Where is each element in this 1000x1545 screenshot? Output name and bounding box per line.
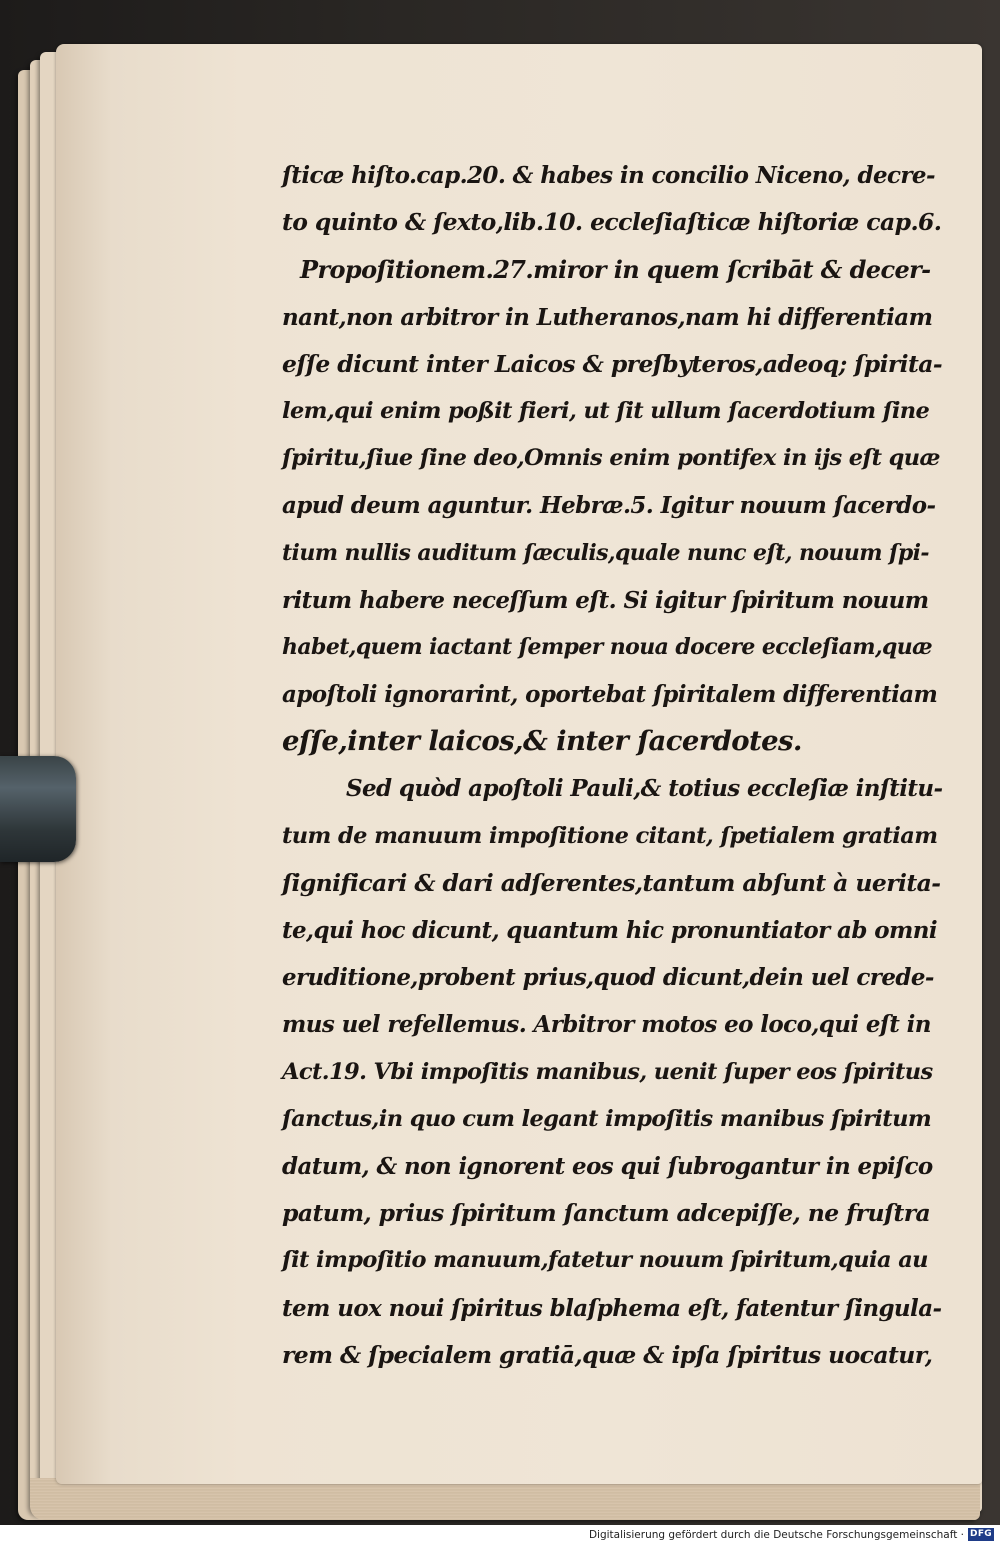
text-line: ſignificari & dari adſerentes,tantum abſunt à ueritа- (282, 868, 941, 897)
text-line: tium nullis auditum ſæculis,quale nunc eſt, nouum ſpi- (282, 539, 929, 566)
text-line: eſſe dicunt inter Laicos & preſbyteros,adeoq; ſpirita- (282, 349, 943, 378)
text-line: habet,quem iactant ſemper noua docere eccleſiam,quæ (282, 633, 933, 660)
text-line: te,qui hoc dicunt, quantum hic pronuntiator ab omni (282, 917, 937, 944)
text-line: Act.19. Vbi impoſitis manibus, uenit ſuper eos ſpiritus (282, 1058, 933, 1085)
text-line: patum, prius ſpiritum ſanctum adcepiſſe, ne fruſtra (282, 1199, 931, 1228)
text-line: lem,qui enim poßit fieri, ut ſit ullum ſacerdotium ſine (282, 397, 930, 424)
text-line: rem & ſpecialem gratiā,quæ & ipſa ſpiritus uocatur, (282, 1340, 933, 1369)
text-line: Sed quòd apoſtoli Pauli,& totius eccleſiæ inſtitu- (346, 775, 943, 803)
text-line: ſanctus,in quo cum legant impoſitis manibus ſpiritum (282, 1105, 932, 1132)
text-line: ſticæ hiſto.cap.20. & habes in concilio Niceno, decre- (282, 162, 935, 189)
text-line: eſſe,inter laicos,& inter ſacerdotes. (282, 725, 802, 758)
funding-credit: Digitalisierung gefördert durch die Deutsche Forschungsgemeinschaft · (588, 1529, 964, 1541)
page-bottom-edges (30, 1478, 980, 1520)
book-clasp (0, 756, 76, 862)
dfg-logo: DFG (968, 1528, 994, 1541)
text-line: apoſtoli ignorarint, oportebat ſpiritalem differentiam (282, 681, 938, 709)
page-text (282, 152, 942, 1379)
text-line: apud deum aguntur. Hebræ.5. Igitur nouum ſacerdo- (282, 492, 936, 520)
text-line: eruditione,probent prius,quod dicunt,dein uel crede- (282, 964, 934, 992)
text-line: ſit impoſitio manuum,fatetur nouum ſpiritum,quia au (282, 1247, 928, 1274)
text-line: tum de manuum impoſitione citant, ſpetialem gratiam (282, 822, 938, 849)
text-line: ritum habere neceſſum eſt. Si igitur ſpiritum nouum (282, 586, 929, 614)
text-line: nant,non arbitror in Lutheranos,nam hi differentiam (282, 303, 933, 331)
text-line: datum, & non ignorent eos qui ſubrogantur in epiſco (282, 1152, 933, 1180)
text-line: tem uox noui ſpiritus blaſphema eſt, fatentur ſingula- (282, 1294, 942, 1322)
text-line: mus uel refellemus. Arbitror motos eo loco,qui eſt in (282, 1011, 931, 1039)
text-line: Propoſitionem.27.miror in quem ſcribāt & decer- (300, 255, 931, 285)
text-line: to quinto & ſexto,lib.10. eccleſiaſticæ hiſtoriæ cap.6. (282, 208, 942, 237)
text-line: ſpiritu,ſiue ſine deo,Omnis enim pontifex in ijs eſt quæ (282, 445, 940, 472)
